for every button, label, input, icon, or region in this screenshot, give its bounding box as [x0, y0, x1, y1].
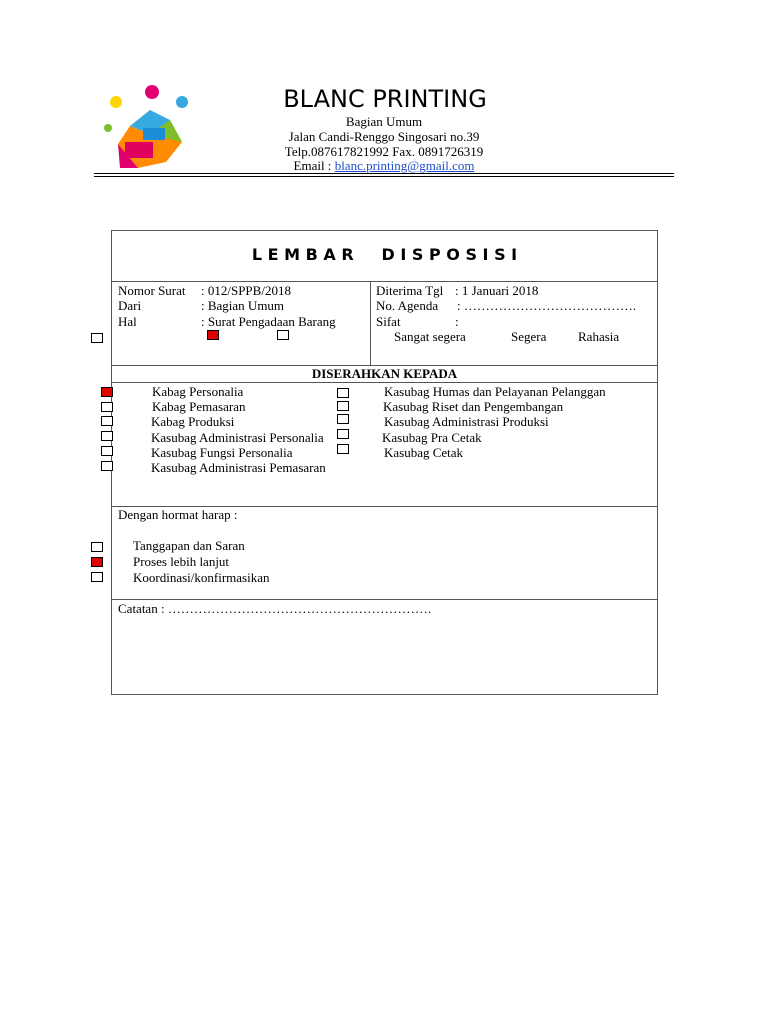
received-date-label: Diterima Tgl: [376, 283, 444, 298]
recipient-kabag-pemasaran: Kabag Pemasaran: [152, 399, 246, 414]
subject-label: Hal: [118, 314, 137, 329]
nature-value: :: [455, 314, 459, 329]
recipient-kabag-personalia: Kabag Personalia: [152, 384, 244, 399]
header-divider-2: [94, 176, 674, 177]
title-divider: [111, 281, 658, 282]
notes-field[interactable]: Catatan : …………………………………………………….: [118, 601, 432, 616]
recipient-humas: Kasubag Humas dan Pelayanan Pelanggan: [384, 384, 606, 399]
recipient-checkbox-humas[interactable]: [337, 388, 349, 398]
request-process-further: Proses lebih lanjut: [133, 554, 230, 569]
email-label: Email :: [293, 158, 332, 173]
urgent-checkbox[interactable]: [207, 330, 219, 340]
recipient-checkbox-kabag-personalia[interactable]: [101, 387, 113, 397]
email-line: [270, 158, 498, 173]
subject-value: : Surat Pengadaan Barang: [201, 314, 336, 329]
recipients-title: DISERAHKAN KEPADA: [311, 366, 458, 381]
recipient-checkbox-fungsi-personalia[interactable]: [101, 446, 113, 456]
recipient-checkbox-admin-produksi[interactable]: [337, 414, 349, 424]
recipient-checkbox-kabag-pemasaran[interactable]: [101, 402, 113, 412]
recipient-fungsi-personalia: Kasubag Fungsi Personalia: [151, 445, 293, 460]
from-value: : Bagian Umum: [201, 298, 285, 313]
recipient-header-divider: [111, 382, 658, 383]
request-checkbox-feedback[interactable]: [91, 542, 103, 552]
confidential-checkbox[interactable]: [277, 330, 289, 340]
letter-number-value: : 012/SPPB/2018: [201, 283, 291, 298]
recipient-checkbox-pra-cetak[interactable]: [337, 429, 349, 439]
agenda-number-value: : ………………………………….: [457, 298, 637, 313]
confidential-label: Rahasia: [578, 329, 620, 344]
email-link[interactable]: blanc.printing@gmail.com: [334, 158, 475, 173]
recipient-checkbox-riset[interactable]: [337, 401, 349, 411]
urgent-label: Segera: [511, 329, 547, 344]
paint-splash-puzzle-icon: [100, 84, 194, 176]
from-label: Dari: [118, 298, 142, 313]
recipient-riset: Kasubag Riset dan Pengembangan: [383, 399, 564, 414]
header-divider-1: [94, 173, 674, 174]
nature-label: Sifat: [376, 314, 401, 329]
recipient-admin-produksi: Kasubag Administrasi Produksi: [384, 414, 549, 429]
recipient-admin-pemasaran: Kasubag Administrasi Pemasaran: [151, 460, 326, 475]
phone-fax: Telp.087617821992 Fax. 0891726319: [284, 144, 484, 159]
request-feedback: Tanggapan dan Saran: [133, 538, 245, 553]
column-divider: [370, 281, 371, 365]
request-checkbox-coordination[interactable]: [91, 572, 103, 582]
recipient-checkbox-cetak[interactable]: [337, 444, 349, 454]
recipient-checkbox-kabag-produksi[interactable]: [101, 416, 113, 426]
request-checkbox-process-further[interactable]: [91, 557, 103, 567]
urgent-very-checkbox[interactable]: [91, 333, 103, 343]
notes-divider: [111, 599, 658, 600]
request-heading: Dengan hormat harap :: [118, 507, 238, 522]
recipient-checkbox-admin-personalia[interactable]: [101, 431, 113, 441]
received-date-value: : 1 Januari 2018: [455, 283, 539, 298]
form-title: L E M B A R D I S P O S I S I: [251, 245, 518, 264]
recipient-cetak: Kasubag Cetak: [384, 445, 464, 460]
request-coordination: Koordinasi/konfirmasikan: [133, 570, 270, 585]
recipient-checkbox-admin-pemasaran[interactable]: [101, 461, 113, 471]
recipient-admin-personalia: Kasubag Administrasi Personalia: [151, 430, 324, 445]
recipient-pra-cetak: Kasubag Pra Cetak: [382, 430, 482, 445]
letter-number-label: Nomor Surat: [118, 283, 186, 298]
address: Jalan Candi-Renggo Singosari no.39: [288, 129, 480, 144]
very-urgent-label: Sangat segera: [394, 329, 466, 344]
recipient-kabag-produksi: Kabag Produksi: [151, 414, 235, 429]
department: Bagian Umum: [345, 114, 423, 129]
agenda-number-label: No. Agenda: [376, 298, 439, 313]
company-name: BLANC PRINTING: [283, 85, 487, 113]
